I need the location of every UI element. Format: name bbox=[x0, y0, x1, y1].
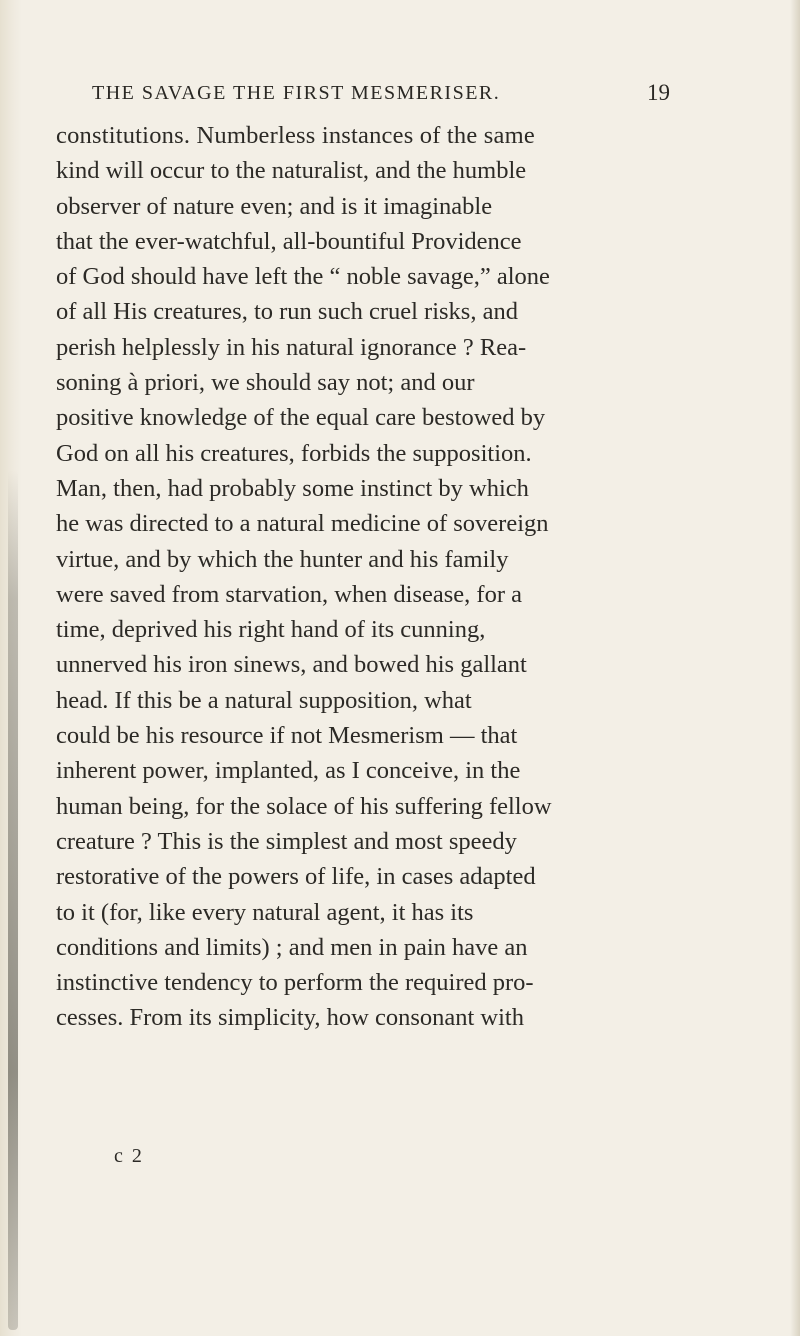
text-line: kind will occur to the naturalist, and the humble bbox=[56, 157, 527, 185]
text-line: unnerved his iron sinews, and bowed his gallant bbox=[56, 651, 527, 679]
text-line: inherent power, implanted, as I conceive, in the bbox=[56, 757, 521, 785]
text-line: could be his resource if not Mesmerism — that bbox=[56, 722, 518, 750]
binding-shadow bbox=[8, 470, 18, 1330]
page-edge-right bbox=[790, 0, 800, 1336]
text-line: of God should have left the “ noble savage,” alone bbox=[56, 263, 550, 291]
running-head bbox=[92, 80, 670, 112]
text-line: time, deprived his right hand of its cunning, bbox=[56, 616, 486, 644]
text-line: cesses. From its simplicity, how consonant with bbox=[56, 1004, 524, 1032]
text-line: God on all his creatures, forbids the supposition. bbox=[56, 439, 532, 467]
text-line: constitutions. Numberless instances of the same bbox=[56, 122, 535, 149]
text-line: human being, for the solace of his suffering fellow bbox=[56, 792, 552, 820]
text-line: of all His creatures, to run such cruel risks, and bbox=[56, 298, 518, 326]
body-text bbox=[56, 118, 756, 1036]
text-line: restorative of the powers of life, in cases adapted bbox=[56, 863, 536, 891]
signature-mark: c 2 bbox=[114, 1145, 144, 1167]
text-line: creature ? This is the simplest and most speedy bbox=[56, 827, 517, 855]
text-line: conditions and limits) ; and men in pain have an bbox=[56, 933, 528, 961]
text-line: to it (for, like every natural agent, it has its bbox=[56, 898, 474, 926]
running-head-title: THE SAVAGE THE FIRST MESMERISER. bbox=[92, 82, 501, 104]
text-line: that the ever-watchful, all-bountiful Providence bbox=[56, 227, 522, 255]
text-line: perish helplessly in his natural ignorance ? Rea- bbox=[56, 333, 527, 361]
text-line: instinctive tendency to perform the required pro- bbox=[56, 969, 534, 997]
text-line: he was directed to a natural medicine of sovereign bbox=[56, 510, 549, 538]
text-line: virtue, and by which the hunter and his family bbox=[56, 545, 509, 573]
text-line: Man, then, had probably some instinct by which bbox=[56, 474, 529, 502]
text-line: positive knowledge of the equal care bestowed by bbox=[56, 404, 546, 432]
page-number: 19 bbox=[647, 80, 670, 105]
text-line: observer of nature even; and is it imaginable bbox=[56, 192, 493, 220]
text-line: head. If this be a natural supposition, what bbox=[56, 686, 472, 714]
text-line: soning à priori, we should say not; and our bbox=[56, 369, 475, 397]
text-line: were saved from starvation, when disease, for a bbox=[56, 580, 523, 608]
